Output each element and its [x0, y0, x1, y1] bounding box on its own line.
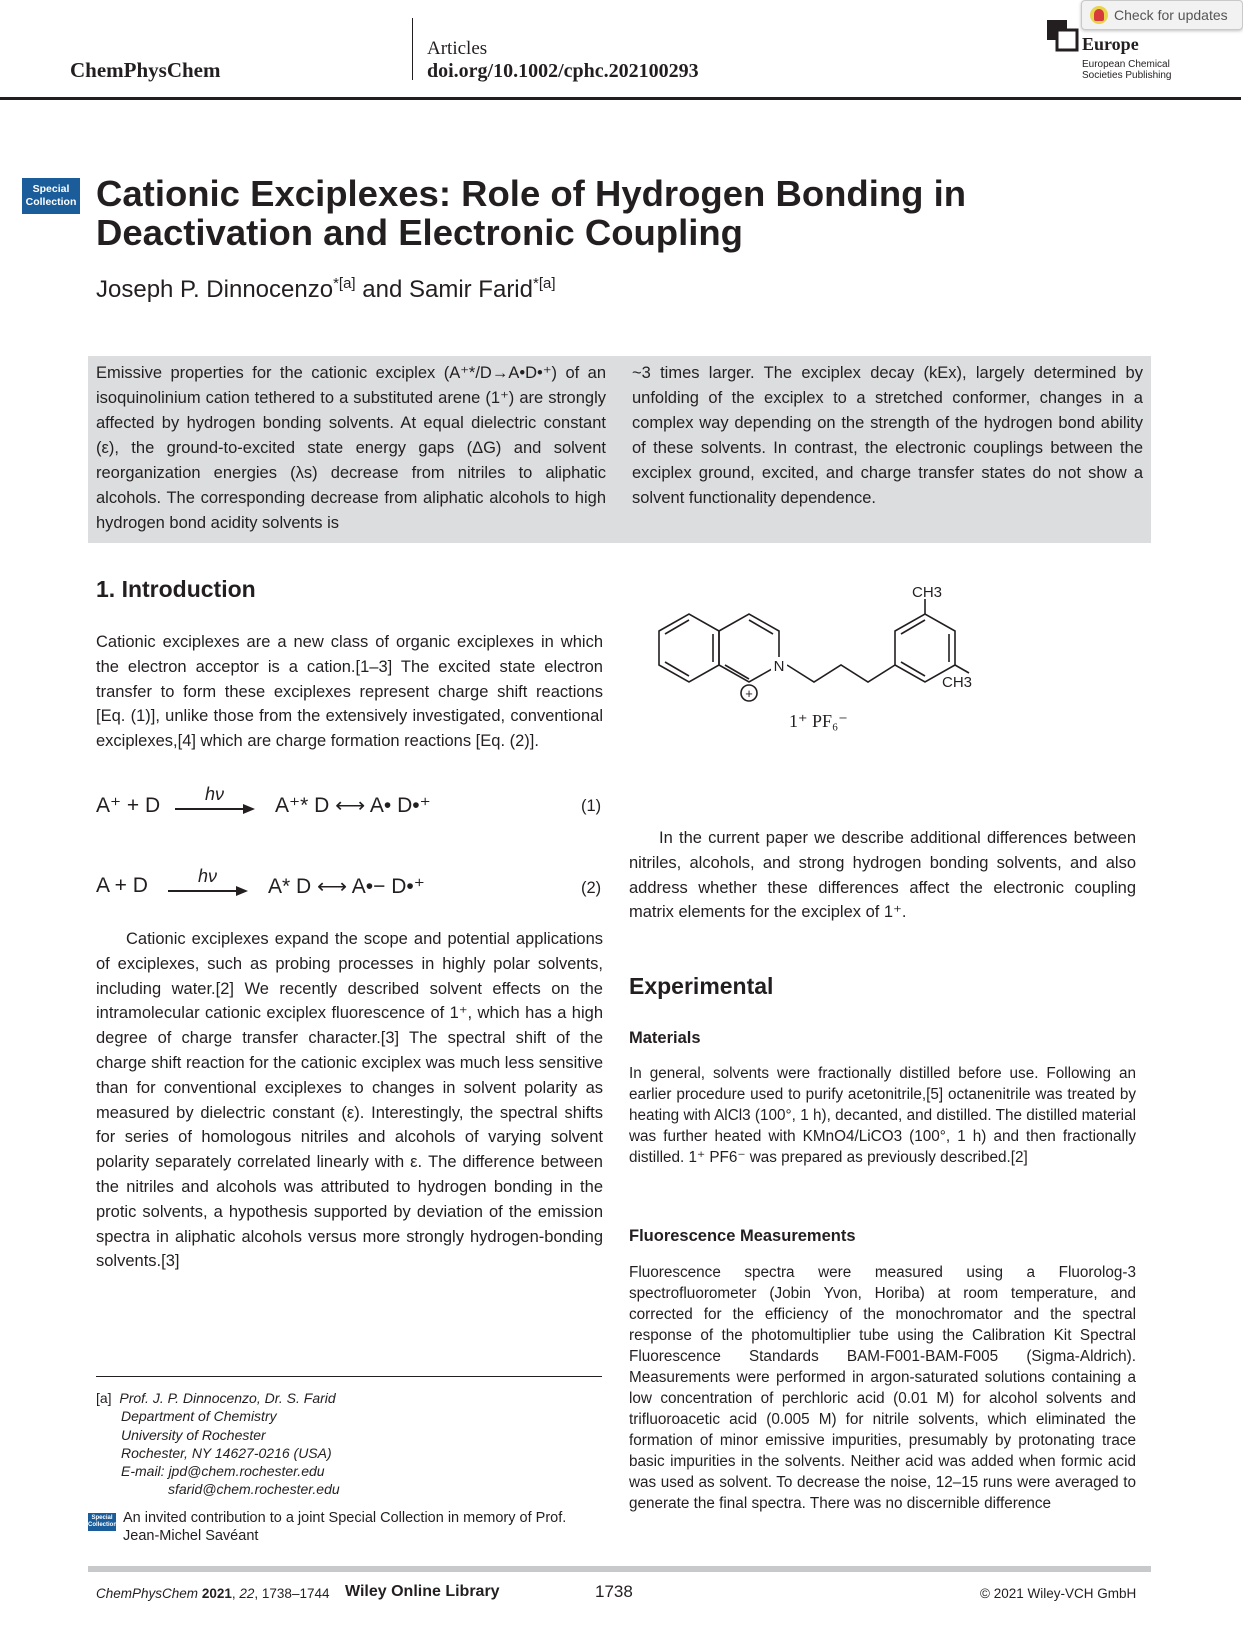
abstract-box [88, 356, 1151, 543]
eq2-hv: hν [198, 866, 218, 886]
eq1-arrow-icon [175, 803, 255, 815]
eq1-number: (1) [581, 797, 602, 815]
wiley-online-library-link[interactable]: Wiley Online Library [345, 1583, 500, 1600]
charge-label: + [745, 686, 753, 701]
publisher-subtitle [1082, 59, 1172, 81]
header-rule [0, 97, 1241, 100]
publisher-sub-line1: European Chemical [1082, 59, 1170, 70]
copyright: © 2021 Wiley-VCH GmbH [980, 1586, 1137, 1601]
materials-heading: Materials [629, 1029, 701, 1047]
affil-email-1[interactable]: E-mail: jpd@chem.rochester.edu [121, 1463, 325, 1480]
eq1-hv: hν [205, 784, 225, 804]
chemistry-europe-logo-icon [1047, 20, 1079, 52]
check-for-updates-button[interactable] [1081, 0, 1243, 30]
fluorescence-paragraph: Fluorescence spectra were measured using a Fluorolog-3 spectrofluorometer (Jobin Yvon, Horiba) at room temperature, and corrected for the efficiency of the monochromator and the spectral response of the photomultiplier tube using the Calibration Kit Spectral Fluorescence Standards BAM-F001-BAM-F005 (Sigma-Aldrich). Measurements were performed in argon-saturated solutions containing a low concentration of perchloric acid (0.01 M) for alcohol solvents and trifluoroacetic acid (0.005 M) for nitrile solvents, which eliminated the formation of minor emissive impurities, presumably by protonating trace basic impurities in the solvents. Neither acid was added when formic acid was used as solvent. To decrease the noise, 12–15 runs were averaged to generate the final spectra. There was no discernible difference [629, 1264, 1136, 1512]
footer-volume: 22 [239, 1586, 255, 1601]
affil-tag: [a] [96, 1390, 112, 1406]
eq2-rhs: A* D ⟷ A•− D•⁺ [268, 875, 425, 898]
abstract-left: Emissive properties for the cationic exciplex (A⁺*/D→A•D•⁺) of an isoquinolinium cation tethered to a substituted arene (1⁺) are strongly affected by hydrogen bonding solvents. At equal dielectric constant (ε), the ground-to-excited state energy gaps (ΔG) and solvent reorganization energies (λs) decrease from nitriles to aliphatic alcohols. The corresponding decrease from aliphatic alcohols to high hydrogen bond acidity solvents is [96, 364, 606, 532]
footnote-rule [96, 1376, 602, 1377]
author-2-affil: *[a] [533, 275, 556, 292]
badge-small-line2: Collection [88, 1522, 118, 1528]
special-collection-badge-small [88, 1513, 116, 1531]
author-list [96, 276, 556, 304]
invited-contribution-note: An invited contribution to a joint Special Collection in memory of Prof. Jean-Michel Savéant [123, 1510, 567, 1544]
eq1-rhs: A⁺* D ⟷ A• D•⁺ [275, 794, 431, 817]
author-1[interactable]: Joseph P. Dinnocenzo [96, 276, 334, 303]
affil-email-2[interactable]: sfarid@chem.rochester.edu [168, 1481, 340, 1498]
badge-small-line1: Special [91, 1515, 113, 1521]
header-divider [412, 18, 413, 80]
methyl-top-label: CH3 [912, 584, 943, 601]
intro-paragraph-2: Cationic exciplexes expand the scope and potential applications of exciplexes, such as probing processes in highly polar solvents, including water.[2] We recently described solvent effects on the intramolecular cationic exciplex fluorescence of 1⁺, which has a high degree of charge transfer character.[3] The spectral shift of the charge shift reaction for the cationic exciplex was much less sensitive than for conventional exciplexes to changes in solvent polarity as measured by dielectric constant (ε). Interestingly, the spectral shifts for series of homologous nitriles and alcohols of varying solvent polarity separately correlated linearly with ε. The difference between the nitriles and alcohols was attributed to hydrogen bonding in the protic solvents, a hypothesis supported by deviation of the emission spectra in aliphatic alcohols versus more strongly hydrogen-bonding solvents.[3] [96, 930, 603, 1271]
author-1-affil: *[a] [333, 275, 356, 292]
eq1-lhs: A⁺ + D [96, 794, 161, 817]
experimental-heading: Experimental [629, 973, 774, 999]
affil-dept: Department of Chemistry [121, 1408, 277, 1425]
special-collection-badge[interactable] [22, 178, 80, 214]
eq2-arrow-icon [168, 885, 248, 897]
footer-year: 2021 [201, 1586, 232, 1601]
badge-line1: Special [32, 183, 70, 195]
article-title: Cationic Exciplexes: Role of Hydrogen Bonding in Deactivation and Electronic Coupling [96, 173, 967, 253]
fluorescence-heading: Fluorescence Measurements [629, 1227, 856, 1245]
footer-pages: , 1738–1744 [254, 1586, 330, 1601]
abstract-right: ~3 times larger. The exciplex decay (kEx), largely determined by unfolding of the exciplex to a stretched conformer, changes in a complex way depending on the strength of the hydrogen bond ability of these solvents. In contrast, the electronic couplings between the exciplex ground, excited, and charge transfer states do not show a solvent functionality dependence. [632, 364, 1143, 507]
current-paper-paragraph: In the current paper we describe additional differences between nitriles, alcohols, and strong hydrogen bonding solvents, and also address whether these differences affect the electronic coupling matrix elements for the exciplex of 1⁺. [629, 829, 1136, 922]
author-conjunction: and [355, 276, 409, 303]
compound-label: 1⁺ PF₆⁻ [789, 711, 848, 731]
introduction-heading: 1. Introduction [96, 576, 256, 602]
check-for-updates-label: Check for updates [1114, 7, 1228, 23]
journal-name: ChemPhysChem [70, 58, 221, 82]
affiliation-footnote [96, 1389, 596, 1499]
author-2[interactable]: Samir Farid [408, 276, 533, 303]
footer-citation: ChemPhysChem 2021, 22, 1738–1744 [96, 1586, 330, 1601]
methyl-right-label: CH3 [942, 674, 973, 691]
eq2-number: (2) [581, 879, 602, 897]
crossmark-icon [1090, 6, 1108, 24]
affil-city: Rochester, NY 14627-0216 (USA) [121, 1444, 332, 1461]
affil-univ: University of Rochester [121, 1426, 266, 1443]
article-type: Articles [427, 38, 488, 59]
publisher-sub-line2: Societies Publishing [1082, 70, 1172, 81]
footer-journal: ChemPhysChem [96, 1586, 199, 1601]
badge-line2: Collection [25, 196, 77, 208]
intro-paragraph-1: Cationic exciplexes are a new class of organic exciplexes in which the electron acceptor is a cation.[1–3] The excited state electron transfer to form these exciplexes represent charge shift reactions [Eq. (1)], unlike those from the extensively investigated, conventional exciplexes,[4] which are charge formation reactions [Eq. (2)]. [96, 633, 603, 751]
page-number: 1738 [595, 1582, 633, 1601]
publisher-name: Europe [1082, 34, 1139, 54]
affil-names: Prof. J. P. Dinnocenzo, Dr. S. Farid [119, 1390, 336, 1406]
footer-rule [88, 1566, 1151, 1572]
materials-paragraph: In general, solvents were fractionally distilled before use. Following an earlier procedure used to purify acetonitrile,[5] octanenitrile was treated by heating with AlCl3 (100°, 1 h), decanted, and distilled. The distilled material was further heated with KMnO4/LiCO3 (100°, 1 h) and then fractionally distilled. 1⁺ PF6⁻ was prepared as previously described.[2] [629, 1065, 1136, 1166]
eq2-lhs: A + D [96, 874, 148, 897]
doi-link[interactable]: doi.org/10.1002/cphc.202100293 [427, 60, 699, 82]
compound-1-structure [629, 584, 984, 755]
nitrogen-label: N [773, 658, 785, 675]
